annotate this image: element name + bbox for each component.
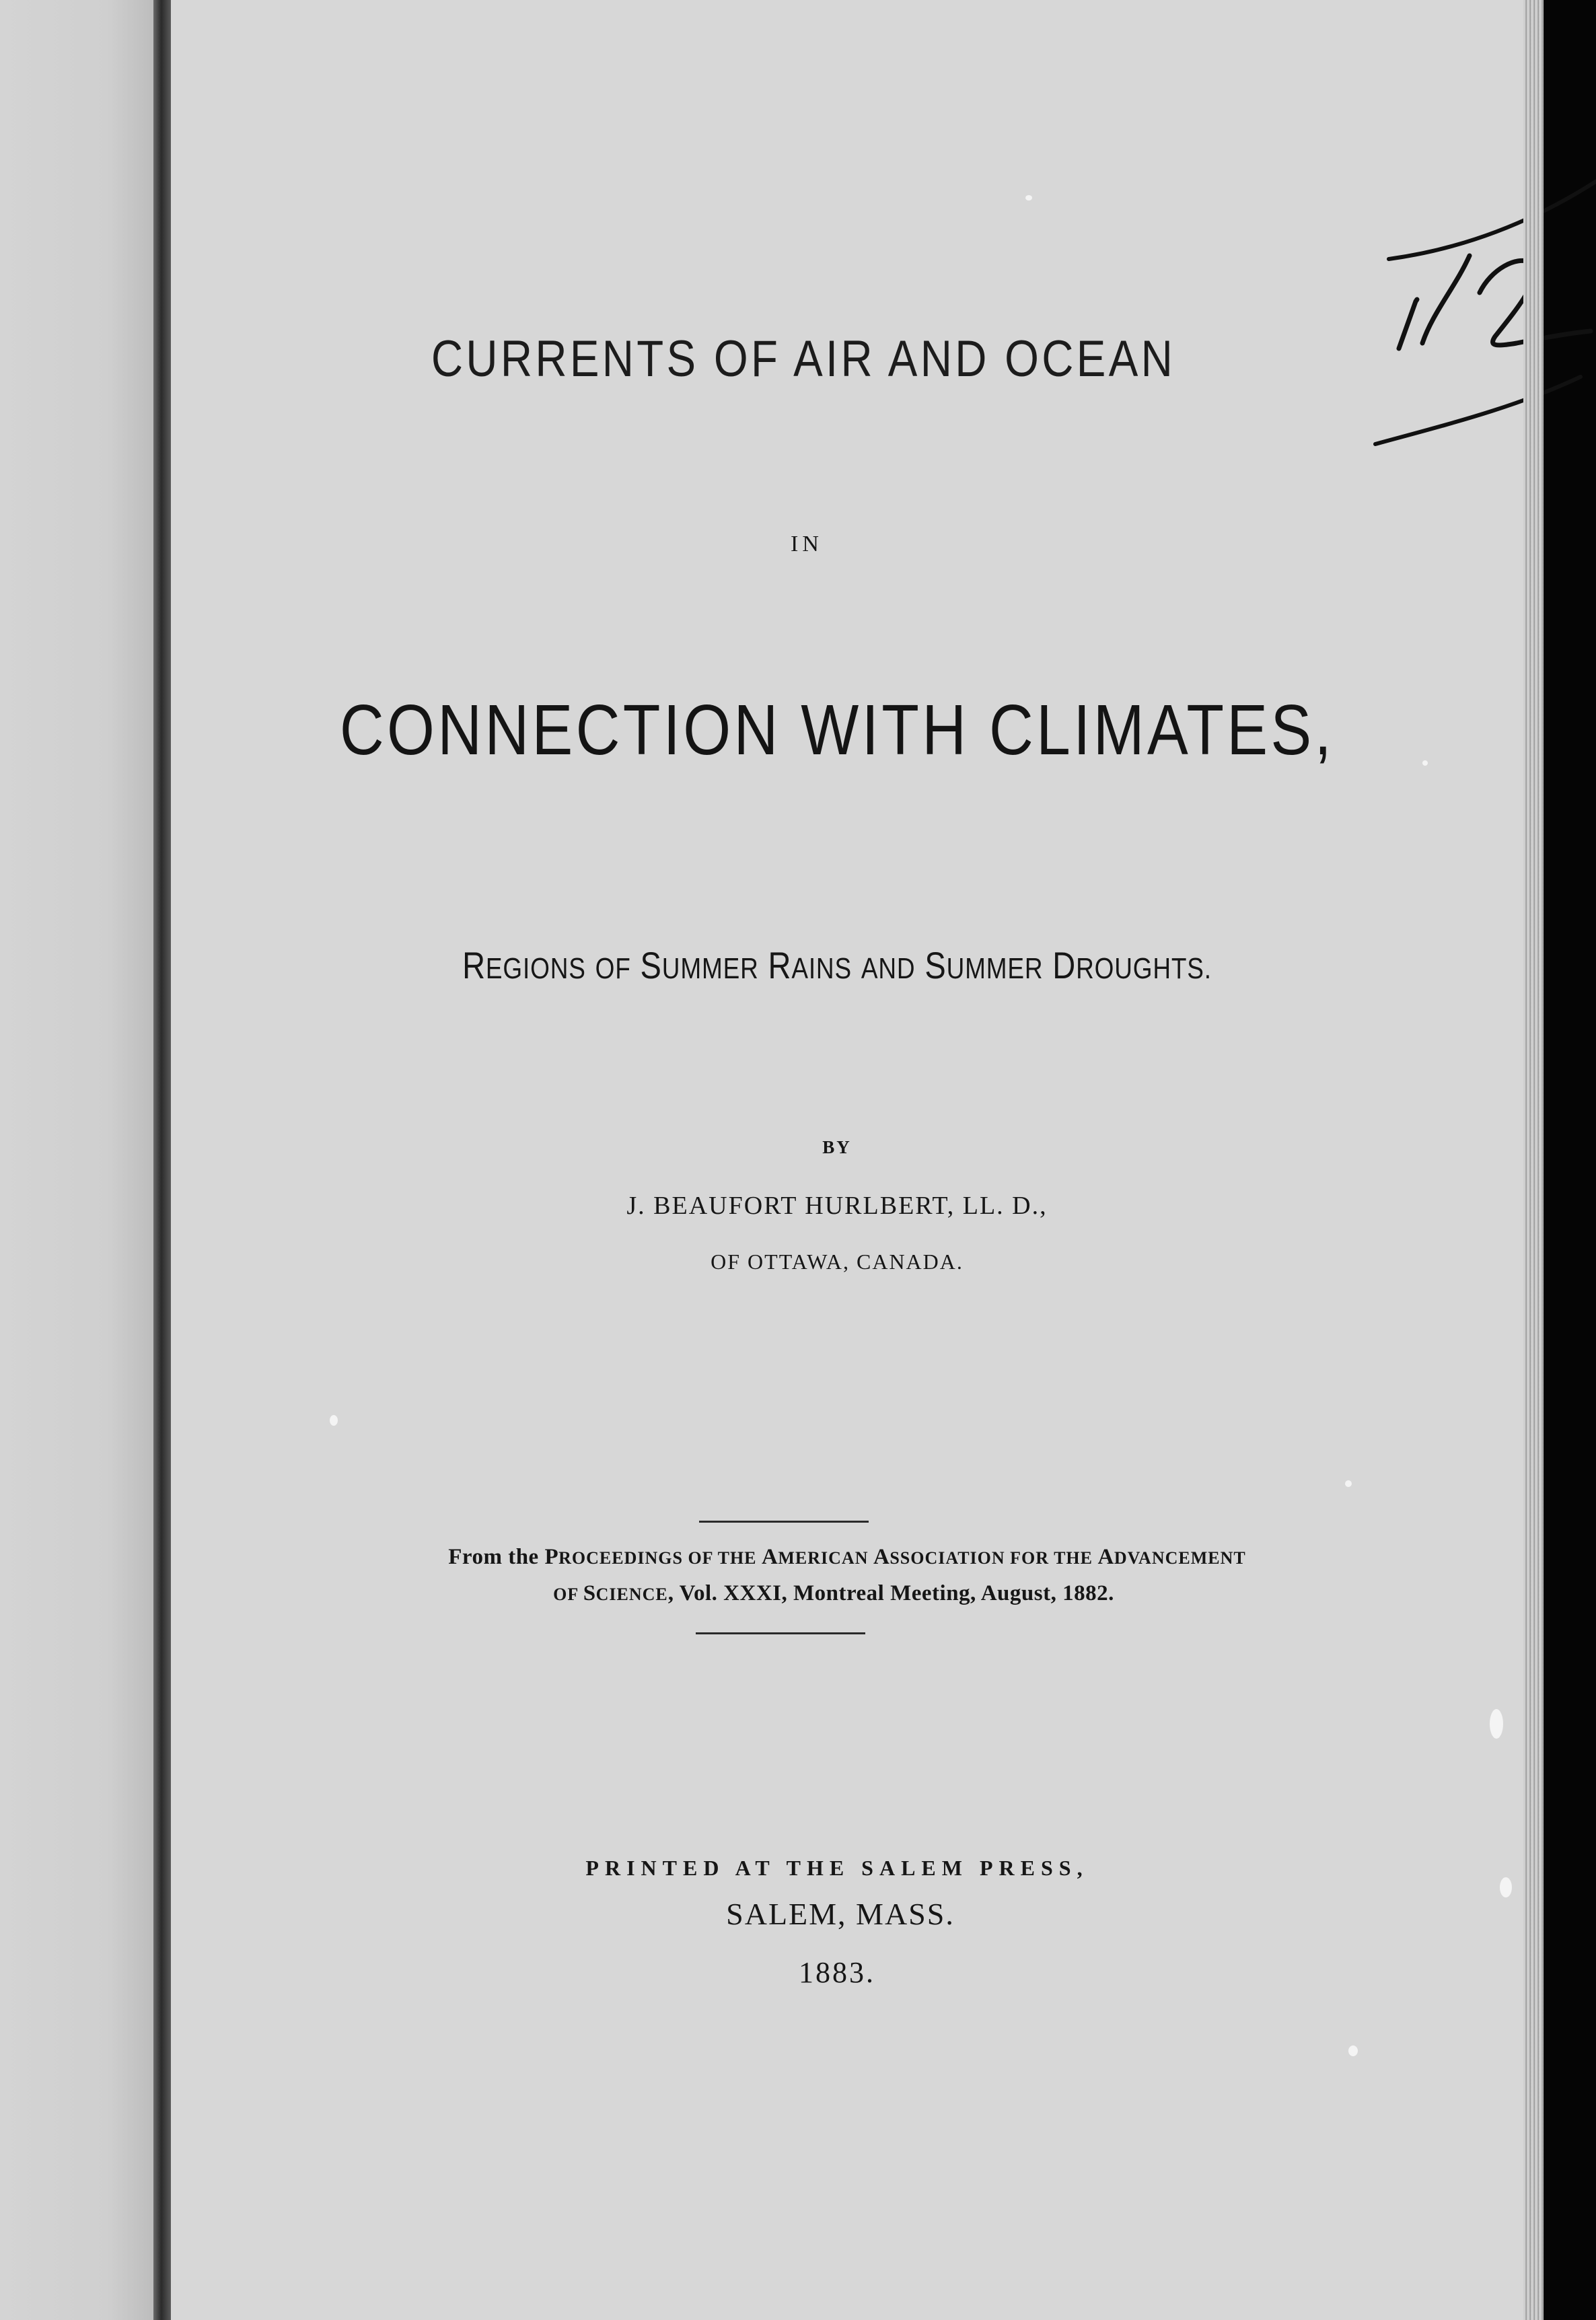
source-line-1: From the PROCEEDINGS OF THE AMERICAN ASSOCIATION FOR THE ADVANCEMENT bbox=[448, 1545, 1246, 1569]
divider-top bbox=[699, 1521, 869, 1523]
subtitle: REGIONS OF SUMMER RAINS AND SUMMER DROUGHTS. bbox=[462, 944, 1212, 986]
imprint-city: SALEM, MASS. bbox=[726, 1897, 955, 1931]
page-stack-edge bbox=[1523, 0, 1544, 2320]
author-name: J. BEAUFORT HURLBERT, LL. D., bbox=[626, 1192, 1048, 1220]
title-page bbox=[171, 0, 1523, 2320]
source-line-2: OF SCIENCE, Vol. XXXI, Montreal Meeting, August, 1882. bbox=[553, 1581, 1114, 1605]
scan-speck bbox=[1345, 1480, 1352, 1487]
scan-speck bbox=[1422, 760, 1428, 766]
handwritten-number-annotation bbox=[1315, 155, 1596, 471]
scan-speck bbox=[1500, 1877, 1512, 1897]
scan-speck bbox=[1348, 2045, 1358, 2056]
scan-speck bbox=[330, 1415, 338, 1426]
title-in: IN bbox=[791, 532, 823, 556]
title-line-1: CURRENTS OF AIR AND OCEAN bbox=[431, 330, 1176, 388]
by-label: BY bbox=[822, 1137, 852, 1157]
printer-line: PRINTED AT THE SALEM PRESS, bbox=[585, 1856, 1089, 1880]
scan-speck bbox=[1025, 195, 1032, 201]
divider-bottom bbox=[696, 1632, 865, 1634]
author-place: OF OTTAWA, CANADA. bbox=[711, 1249, 964, 1274]
scan-speck bbox=[1490, 1709, 1503, 1739]
title-line-2: CONNECTION WITH CLIMATES, bbox=[339, 690, 1335, 770]
facing-page-edge bbox=[0, 0, 153, 2320]
imprint-year: 1883. bbox=[799, 1956, 875, 1989]
